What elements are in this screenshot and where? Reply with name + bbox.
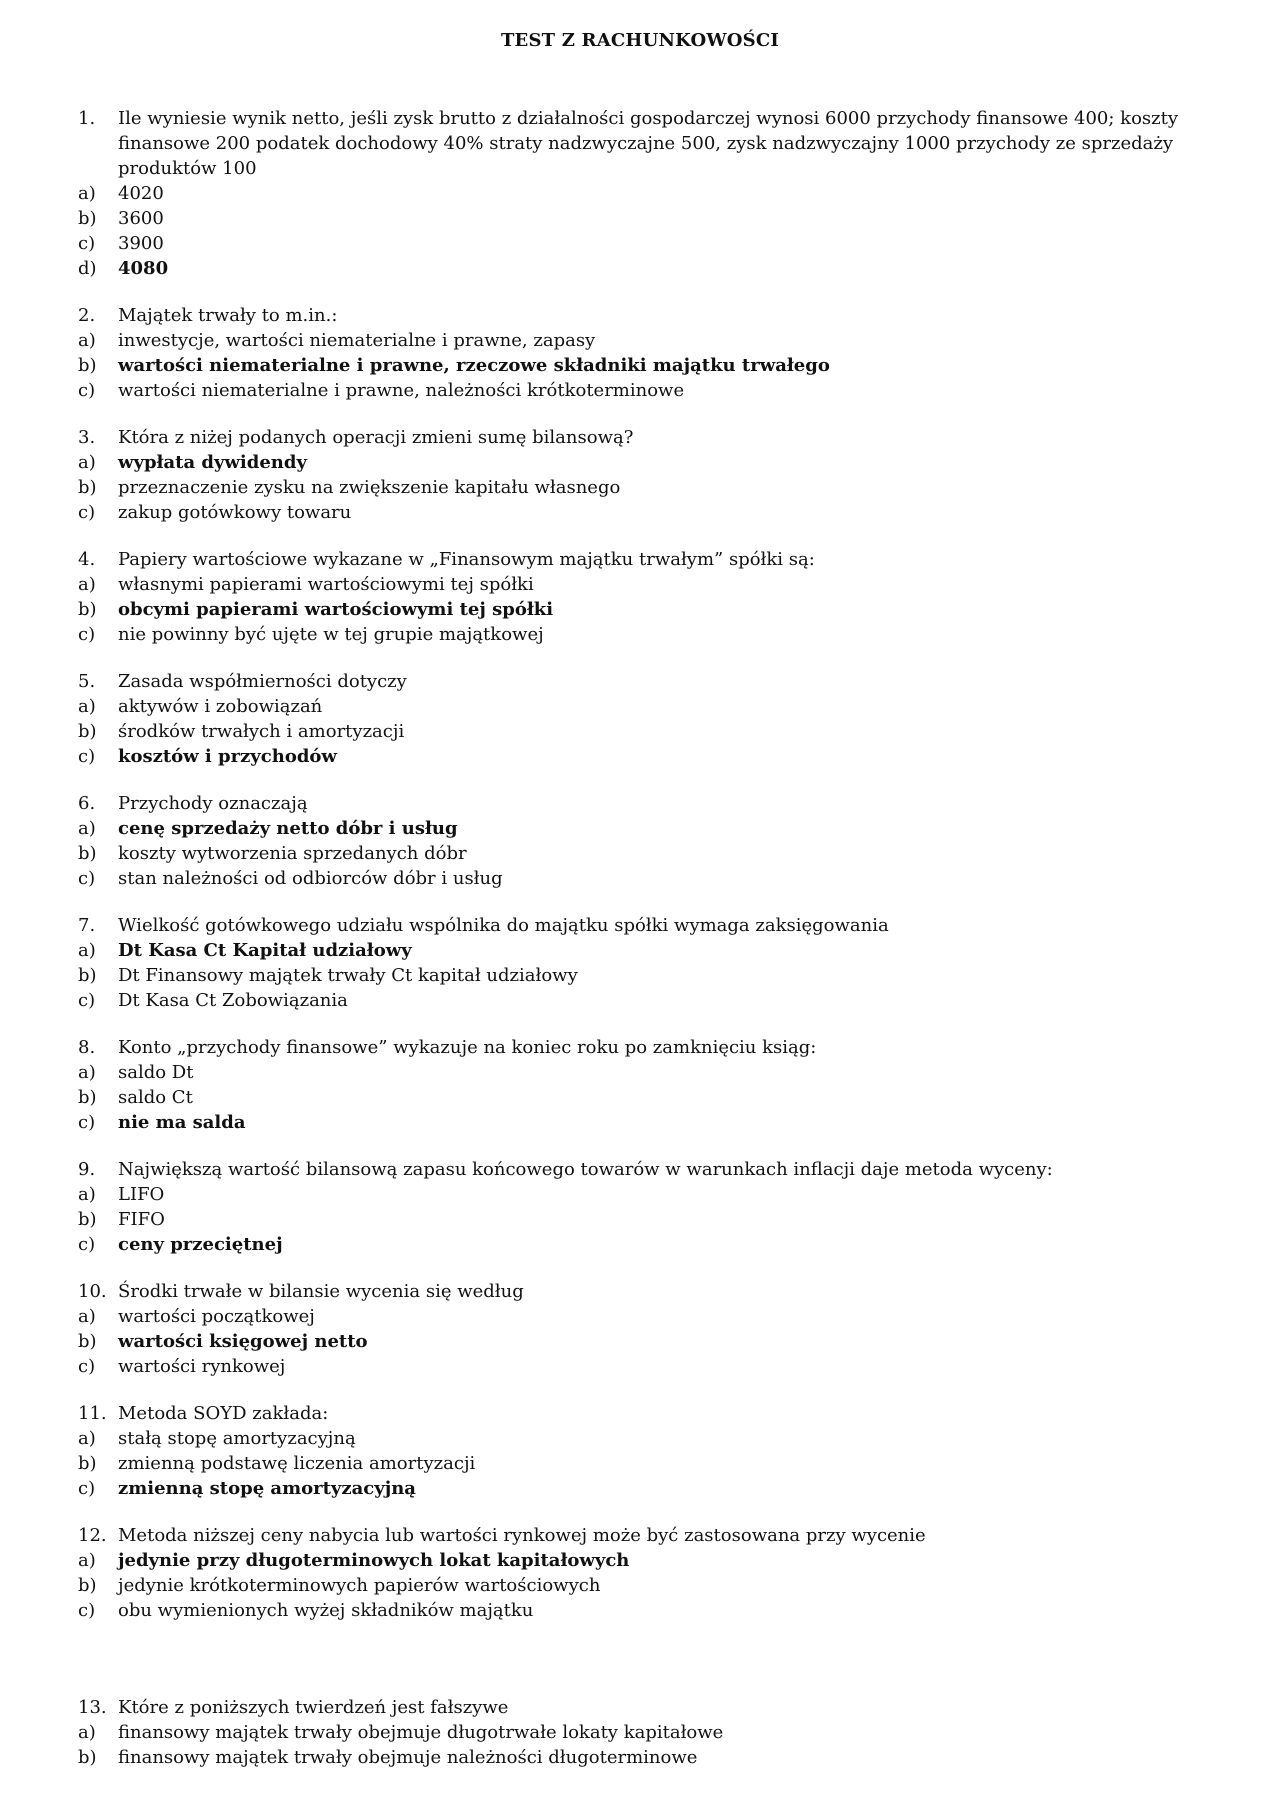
option-text: 4020	[118, 183, 164, 204]
option-letter: c)	[78, 1356, 96, 1377]
question-number: 3.	[78, 427, 96, 448]
answer-option-correct	[78, 256, 1228, 281]
option-letter: c)	[78, 380, 96, 401]
question-text: Które z poniższych twierdzeń jest fałszywe	[118, 1697, 509, 1718]
option-letter: b)	[78, 721, 97, 742]
option-letter: c)	[78, 746, 96, 767]
option-text: Dt Kasa Ct Kapitał udziałowy	[118, 940, 412, 961]
question-number: 7.	[78, 915, 96, 936]
option-text: zmienną stopę amortyzacyjną	[118, 1478, 416, 1499]
question-text: Konto „przychody finansowe” wykazuje na koniec roku po zamknięciu ksiąg:	[118, 1037, 817, 1058]
option-letter: a)	[78, 1062, 96, 1083]
answer-option-correct	[78, 1110, 1228, 1135]
question-1	[78, 106, 1228, 281]
option-text: 3900	[118, 233, 164, 254]
question-line	[78, 1279, 1228, 1304]
answer-option-correct	[78, 1232, 1228, 1257]
option-letter: b)	[78, 1331, 97, 1352]
option-letter: a)	[78, 1306, 96, 1327]
answer-option	[78, 841, 1228, 866]
option-text: wartości księgowej netto	[118, 1331, 368, 1352]
option-text: wartości niematerialne i prawne, należności krótkoterminowe	[118, 380, 685, 401]
answer-option	[78, 1451, 1228, 1476]
question-text: Metoda niższej ceny nabycia lub wartości rynkowej może być zastosowana przy wycenie	[118, 1525, 926, 1546]
option-text: 4080	[118, 258, 169, 279]
question-number: 6.	[78, 793, 96, 814]
option-letter: c)	[78, 1234, 96, 1255]
option-text: jedynie krótkoterminowych papierów wartościowych	[118, 1575, 601, 1596]
question-11	[78, 1401, 1228, 1501]
question-line	[78, 1035, 1228, 1060]
option-text: stan należności od odbiorców dóbr i usług	[118, 868, 503, 889]
option-letter: a)	[78, 696, 96, 717]
question-line	[78, 1157, 1228, 1182]
option-text: Dt Finansowy majątek trwały Ct kapitał udziałowy	[118, 965, 578, 986]
question-6	[78, 791, 1228, 891]
option-text: własnymi papierami wartościowymi tej spółki	[118, 574, 534, 595]
answer-option	[78, 1354, 1228, 1379]
option-letter: b)	[78, 1747, 97, 1768]
question-number: 9.	[78, 1159, 96, 1180]
option-text: inwestycje, wartości niematerialne i prawne, zapasy	[118, 330, 596, 351]
option-letter: a)	[78, 1550, 96, 1571]
question-line	[78, 547, 1228, 572]
option-letter: c)	[78, 233, 96, 254]
answer-option	[78, 1085, 1228, 1110]
option-text: cenę sprzedaży netto dóbr i usług	[118, 818, 458, 839]
option-text: saldo Dt	[118, 1062, 194, 1083]
question-number: 4.	[78, 549, 96, 570]
option-letter: b)	[78, 843, 97, 864]
option-letter: b)	[78, 1453, 97, 1474]
question-text: Największą wartość bilansową zapasu końcowego towarów w warunkach inflacji daje metoda wyceny:	[118, 1159, 1053, 1180]
option-text: finansowy majątek trwały obejmuje należności długoterminowe	[118, 1747, 698, 1768]
option-letter: c)	[78, 624, 96, 645]
option-text: obcymi papierami wartościowymi tej spółki	[118, 599, 554, 620]
option-text: zakup gotówkowy towaru	[118, 502, 352, 523]
answer-option	[78, 963, 1228, 988]
question-line	[78, 1695, 1228, 1720]
question-number: 1.	[78, 108, 96, 129]
answer-option	[78, 1426, 1228, 1451]
option-letter: d)	[78, 258, 97, 279]
answer-option	[78, 206, 1228, 231]
question-number: 11.	[78, 1403, 107, 1424]
option-text: koszty wytworzenia sprzedanych dóbr	[118, 843, 467, 864]
answer-option	[78, 1060, 1228, 1085]
question-line	[78, 913, 1228, 938]
option-letter: a)	[78, 818, 96, 839]
answer-option	[78, 1745, 1228, 1770]
option-letter: c)	[78, 1478, 96, 1499]
option-letter: b)	[78, 208, 97, 229]
answer-option-correct	[78, 744, 1228, 769]
answer-option	[78, 1207, 1228, 1232]
question-line	[78, 1523, 1228, 1548]
answer-option	[78, 694, 1228, 719]
answer-option	[78, 988, 1228, 1013]
question-9	[78, 1157, 1228, 1257]
option-letter: a)	[78, 1428, 96, 1449]
question-3	[78, 425, 1228, 525]
option-text: wartości początkowej	[118, 1306, 315, 1327]
answer-option	[78, 622, 1228, 647]
answer-option	[78, 378, 1228, 403]
option-text: obu wymienionych wyżej składników majątku	[118, 1600, 534, 1621]
question-number: 13.	[78, 1697, 107, 1718]
question-text: Zasada współmierności dotyczy	[118, 671, 407, 692]
option-letter: c)	[78, 1600, 96, 1621]
document-title: TEST Z RACHUNKOWOŚCI	[500, 30, 780, 51]
question-text: Ile wyniesie wynik netto, jeśli zysk brutto z działalności gospodarczej wynosi 6000 przychody finansowe 400; koszty finansowe 200 podatek dochodowy 40% straty nadzwyczajne 500, zysk nadzwyczajny 1000 przychody ze sprzedaży produktów 100	[118, 108, 1179, 179]
answer-option-correct	[78, 450, 1228, 475]
answer-option	[78, 572, 1228, 597]
option-text: wypłata dywidendy	[118, 452, 307, 473]
question-10	[78, 1279, 1228, 1379]
question-line	[78, 425, 1228, 450]
option-text: nie ma salda	[118, 1112, 246, 1133]
question-text: Majątek trwały to m.in.:	[118, 305, 338, 326]
option-text: finansowy majątek trwały obejmuje długotrwałe lokaty kapitałowe	[118, 1722, 724, 1743]
question-number: 12.	[78, 1525, 107, 1546]
question-text: Która z niżej podanych operacji zmieni sumę bilansową?	[118, 427, 634, 448]
question-text: Papiery wartościowe wykazane w „Finansowym majątku trwałym” spółki są:	[118, 549, 815, 570]
answer-option-correct	[78, 597, 1228, 622]
option-letter: b)	[78, 599, 97, 620]
option-letter: b)	[78, 1087, 97, 1108]
option-letter: c)	[78, 868, 96, 889]
question-7	[78, 913, 1228, 1013]
question-text: Wielkość gotówkowego udziału wspólnika do majątku spółki wymaga zaksięgowania	[118, 915, 889, 936]
option-letter: c)	[78, 1112, 96, 1133]
option-letter: a)	[78, 330, 96, 351]
option-text: FIFO	[118, 1209, 165, 1230]
option-text: kosztów i przychodów	[118, 746, 337, 767]
question-text: Metoda SOYD zakłada:	[118, 1403, 329, 1424]
question-line	[78, 791, 1228, 816]
option-text: wartości rynkowej	[118, 1356, 286, 1377]
question-number: 10.	[78, 1281, 107, 1302]
option-letter: b)	[78, 1575, 97, 1596]
answer-option	[78, 1573, 1228, 1598]
option-text: środków trwałych i amortyzacji	[118, 721, 405, 742]
answer-option	[78, 719, 1228, 744]
option-letter: c)	[78, 990, 96, 1011]
option-letter: b)	[78, 477, 97, 498]
option-letter: b)	[78, 965, 97, 986]
question-line	[78, 1401, 1228, 1426]
answer-option	[78, 328, 1228, 353]
question-13	[78, 1695, 1228, 1770]
option-letter: a)	[78, 1722, 96, 1743]
option-letter: a)	[78, 1184, 96, 1205]
option-text: zmienną podstawę liczenia amortyzacji	[118, 1453, 476, 1474]
answer-option	[78, 231, 1228, 256]
answer-option-correct	[78, 353, 1228, 378]
option-text: nie powinny być ujęte w tej grupie majątkowej	[118, 624, 544, 645]
option-letter: b)	[78, 1209, 97, 1230]
option-text: aktywów i zobowiązań	[118, 696, 323, 717]
option-letter: b)	[78, 355, 97, 376]
question-number: 2.	[78, 305, 96, 326]
option-text: przeznaczenie zysku na zwiększenie kapitału własnego	[118, 477, 621, 498]
answer-option	[78, 866, 1228, 891]
option-text: stałą stopę amortyzacyjną	[118, 1428, 356, 1449]
answer-option	[78, 181, 1228, 206]
option-text: saldo Ct	[118, 1087, 193, 1108]
option-text: jedynie przy długoterminowych lokat kapitałowych	[118, 1550, 630, 1571]
question-line	[78, 669, 1228, 694]
question-line	[78, 106, 1228, 181]
question-list	[78, 106, 1228, 1792]
question-number: 5.	[78, 671, 96, 692]
option-text: ceny przeciętnej	[118, 1234, 283, 1255]
answer-option-correct	[78, 938, 1228, 963]
option-letter: a)	[78, 574, 96, 595]
question-line	[78, 303, 1228, 328]
answer-option-correct	[78, 816, 1228, 841]
answer-option	[78, 1720, 1228, 1745]
option-letter: c)	[78, 502, 96, 523]
question-text: Przychody oznaczają	[118, 793, 308, 814]
question-12	[78, 1523, 1228, 1623]
option-letter: a)	[78, 940, 96, 961]
answer-option	[78, 500, 1228, 525]
option-letter: a)	[78, 452, 96, 473]
option-text: Dt Kasa Ct Zobowiązania	[118, 990, 348, 1011]
question-5	[78, 669, 1228, 769]
answer-option	[78, 1182, 1228, 1207]
answer-option	[78, 1304, 1228, 1329]
answer-option-correct	[78, 1329, 1228, 1354]
question-4	[78, 547, 1228, 647]
option-letter: a)	[78, 183, 96, 204]
option-text: 3600	[118, 208, 164, 229]
question-2	[78, 303, 1228, 403]
answer-option-correct	[78, 1476, 1228, 1501]
question-8	[78, 1035, 1228, 1135]
answer-option-correct	[78, 1548, 1228, 1573]
option-text: wartości niematerialne i prawne, rzeczowe składniki majątku trwałego	[118, 355, 830, 376]
question-text: Środki trwałe w bilansie wycenia się według	[118, 1281, 524, 1302]
question-number: 8.	[78, 1037, 96, 1058]
option-text: LIFO	[118, 1184, 165, 1205]
answer-option	[78, 1598, 1228, 1623]
answer-option	[78, 475, 1228, 500]
